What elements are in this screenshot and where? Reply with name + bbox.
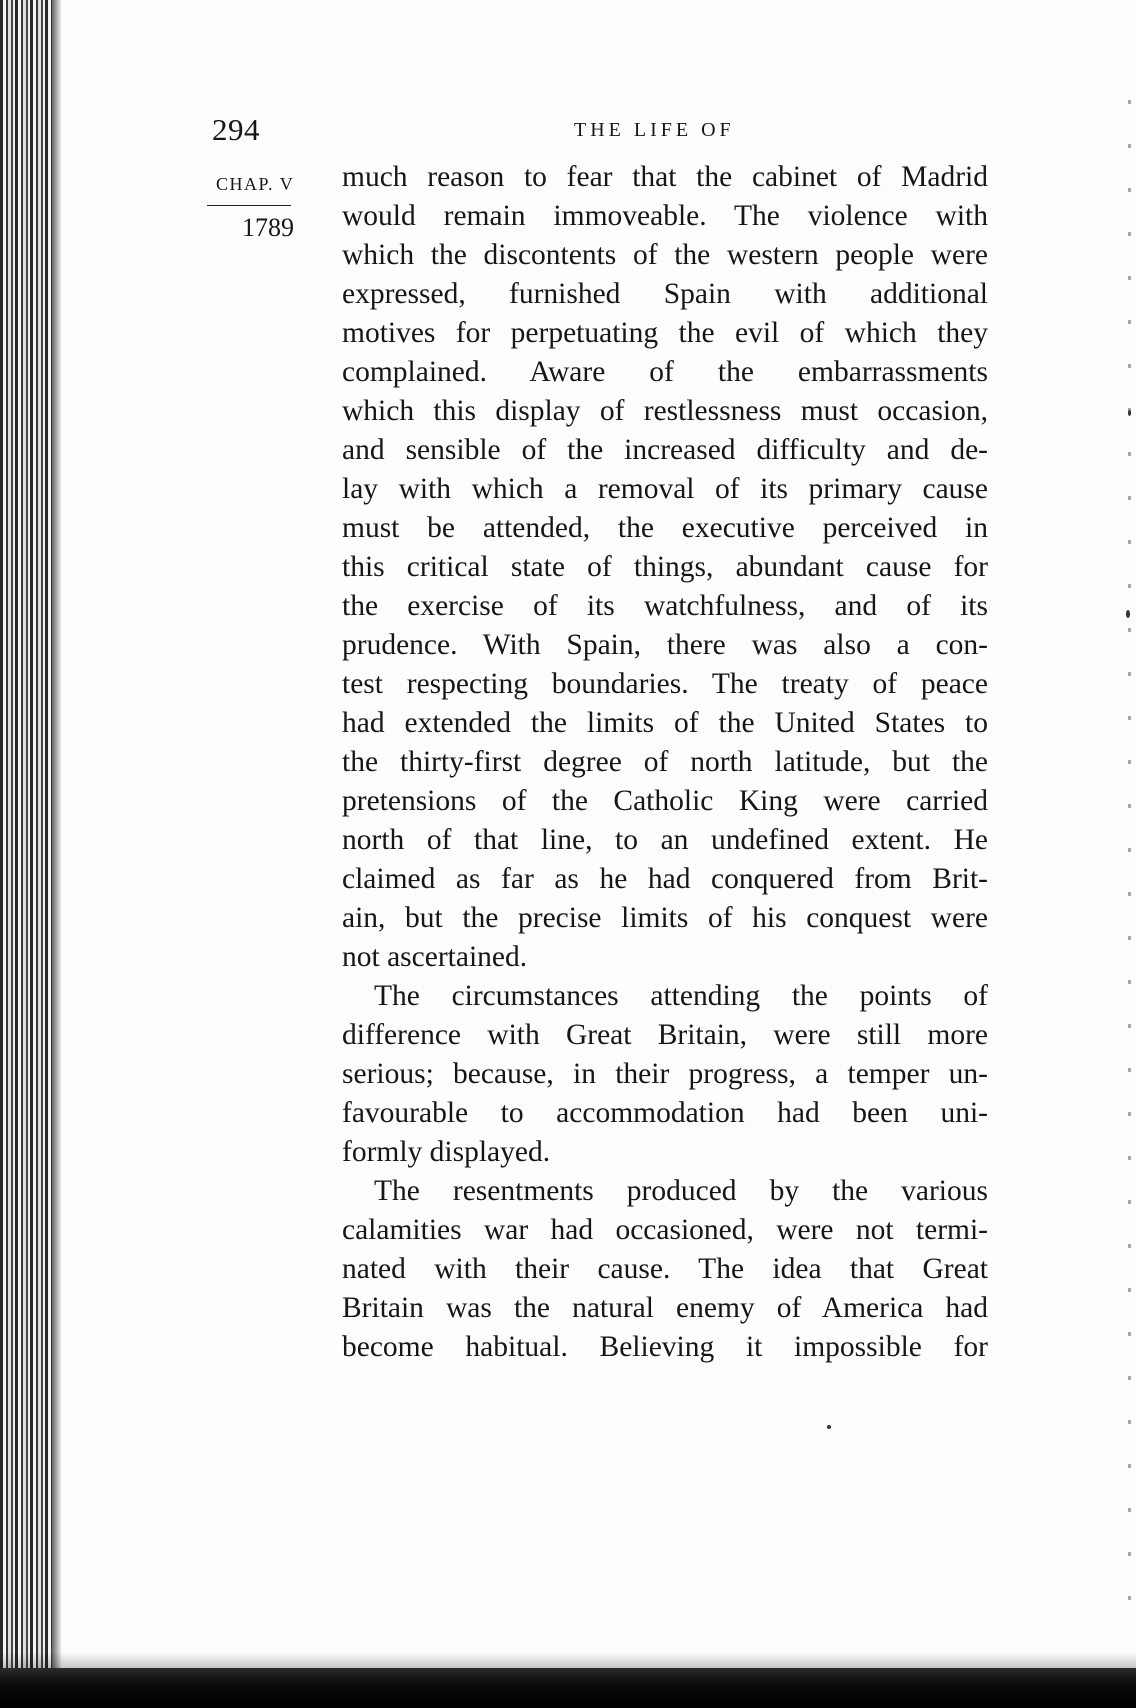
ink-speck [1126, 610, 1130, 618]
text-line: this critical state of things, abundant cause for [342, 551, 988, 583]
text-line: would remain immoveable. The violence with [342, 200, 988, 232]
text-line: north of that line, to an undefined extent. He [342, 824, 988, 856]
binding-shadow [52, 0, 62, 1708]
ink-speck [1128, 410, 1131, 416]
text-line: must be attended, the executive perceived in [342, 512, 988, 544]
chapter-label: CHAP. V [216, 174, 295, 194]
text-line: which the discontents of the western people were [342, 239, 988, 271]
text-line: much reason to fear that the cabinet of Madrid [342, 161, 988, 193]
text-line: lay with which a removal of its primary cause [342, 473, 988, 505]
scan-bottom-band [0, 1668, 1136, 1708]
text-line: The circumstances attending the points of [374, 980, 988, 1012]
text-line: the thirty-first degree of north latitude, but the [342, 746, 988, 778]
text-line: motives for perpetuating the evil of which they [342, 317, 988, 349]
text-line: the exercise of its watchfulness, and of its [342, 590, 988, 622]
text-line: favourable to accommodation had been uni- [342, 1097, 988, 1129]
text-line: not ascertained. [342, 941, 528, 973]
chapter-year: 1789 [242, 213, 294, 242]
text-line: expressed, furnished Spain with additional [342, 278, 988, 310]
text-line: prudence. With Spain, there was also a con- [342, 629, 988, 661]
text-line: and sensible of the increased difficulty and de- [342, 434, 988, 466]
text-line: claimed as far as he had conquered from Brit- [342, 863, 988, 895]
chapter-rule [207, 205, 291, 206]
text-line: which this display of restlessness must occasion, [342, 395, 988, 427]
ink-speck [827, 1425, 831, 1429]
text-line: complained. Aware of the embarrassments [342, 356, 988, 388]
text-line: The resentments produced by the various [374, 1175, 988, 1207]
text-line: difference with Great Britain, were still more [342, 1019, 988, 1051]
text-line: nated with their cause. The idea that Great [342, 1253, 988, 1285]
page-edge [1128, 60, 1131, 1620]
text-line: had extended the limits of the United States to [342, 707, 988, 739]
page-number: 294 [212, 112, 260, 147]
text-line: Britain was the natural enemy of America had [342, 1292, 988, 1324]
text-line: pretensions of the Catholic King were carried [342, 785, 988, 817]
running-head: THE LIFE OF [574, 119, 735, 141]
body-text [342, 158, 988, 1367]
text-line: become habitual. Believing it impossible for [342, 1331, 988, 1363]
text-line: ain, but the precise limits of his conquest were [342, 902, 988, 934]
text-line: serious; because, in their progress, a temper un- [342, 1058, 988, 1090]
text-line: test respecting boundaries. The treaty of peace [342, 668, 988, 700]
text-line: formly displayed. [342, 1136, 551, 1168]
text-line: calamities war had occasioned, were not termi- [342, 1214, 988, 1246]
